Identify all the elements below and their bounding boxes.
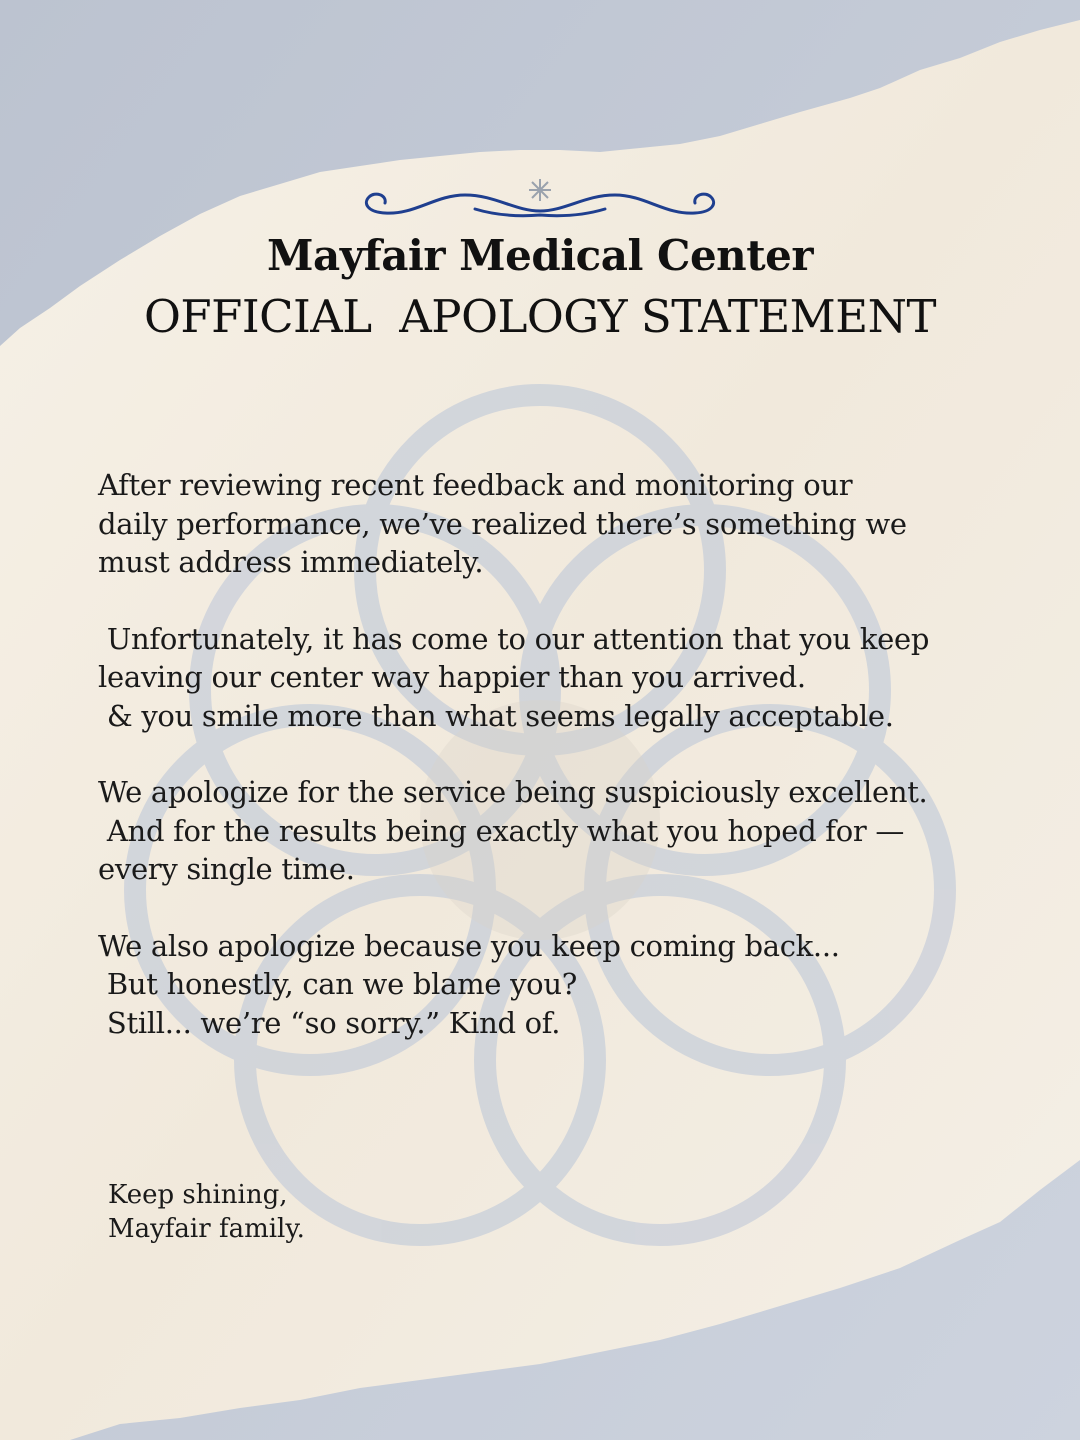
statement-body xyxy=(98,466,1018,1080)
text-line: every single time. xyxy=(98,852,355,886)
text-line: After reviewing recent feedback and monitoring our xyxy=(98,468,853,502)
text-line: Still... we’re “so sorry.” Kind of. xyxy=(98,1005,561,1040)
text-line: must address immediately. xyxy=(98,545,484,579)
closing-signoff xyxy=(108,1178,305,1246)
paragraph-2 xyxy=(98,620,1018,736)
header xyxy=(0,175,1080,343)
statement-title: OFFICIAL APOLOGY STATEMENT xyxy=(143,290,937,343)
text-line: leaving our center way happier than you arrived. xyxy=(98,660,806,694)
text-line: & you smile more than what seems legally acceptable. xyxy=(98,698,894,733)
text-line: But honestly, can we blame you? xyxy=(98,967,577,1001)
closing-line-1: Keep shining, xyxy=(108,1180,288,1210)
organization-name: Mayfair Medical Center xyxy=(267,231,813,280)
text-line: daily performance, we’ve realized there’s something we xyxy=(98,506,907,541)
text-line: We apologize for the service being suspiciously excellent. xyxy=(98,775,928,809)
paragraph-4 xyxy=(98,927,1018,1043)
text-line: Unfortunately, it has come to our attention that you keep xyxy=(98,621,930,656)
paragraph-3 xyxy=(98,773,1018,889)
text-line: And for the results being exactly what you hoped for — xyxy=(98,813,905,848)
flourish-ornament-icon xyxy=(355,175,725,225)
paragraph-1 xyxy=(98,466,1018,582)
text-line: We also apologize because you keep coming back... xyxy=(98,928,840,963)
closing-line-2: Mayfair family. xyxy=(108,1214,305,1244)
